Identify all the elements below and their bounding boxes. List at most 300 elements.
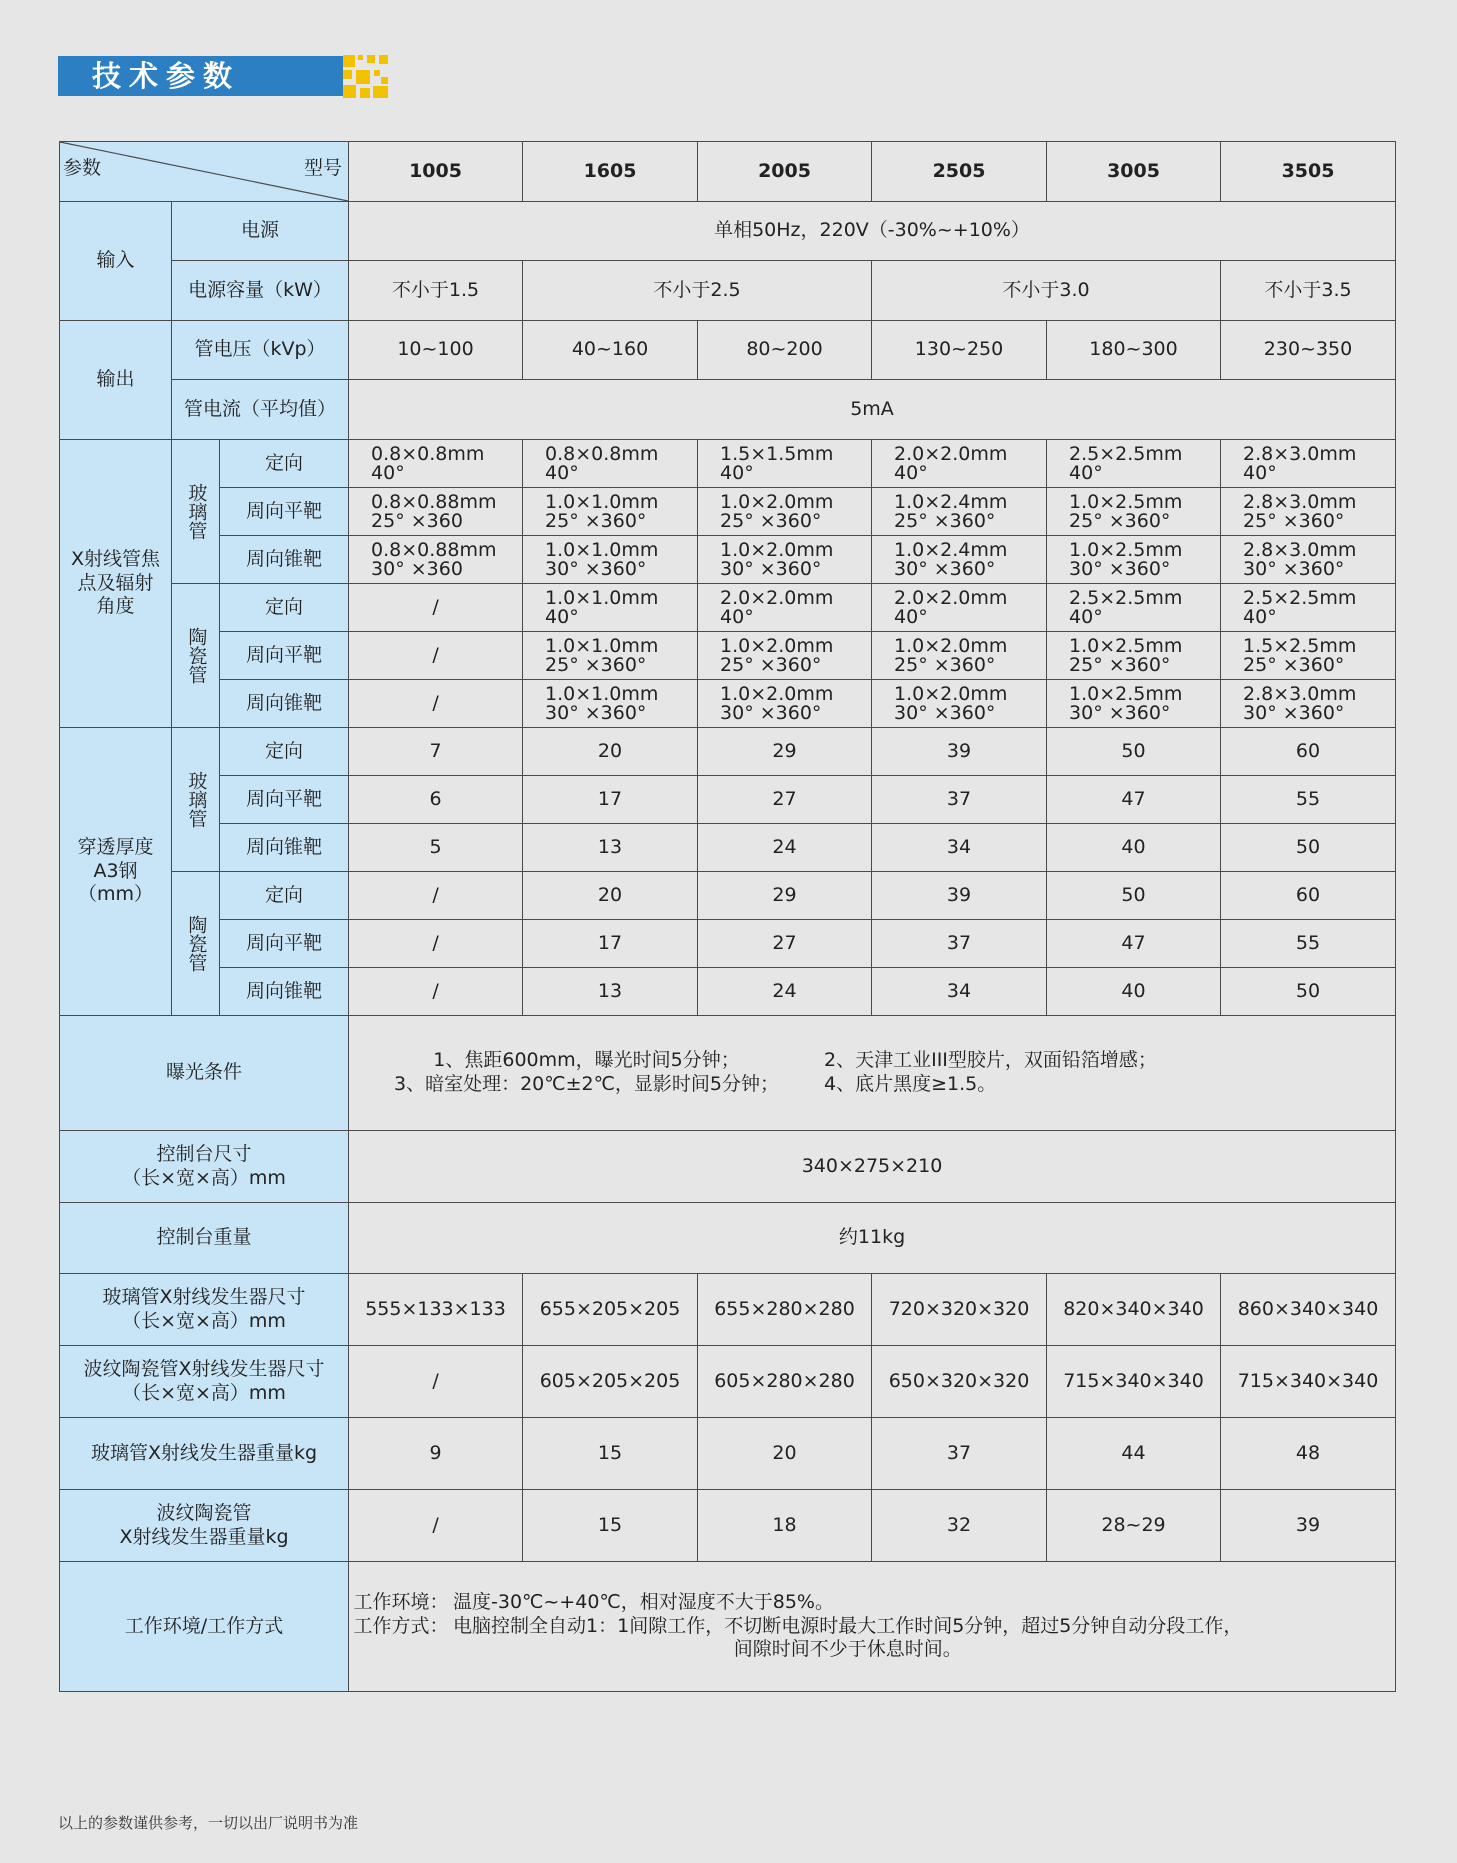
thickness-value: 17 [523, 920, 698, 968]
focus-size: 1.0×2.4mm [894, 490, 1008, 513]
glass-gen-weight-value: 48 [1221, 1418, 1396, 1490]
focus-size: 2.8×3.0mm [1243, 682, 1357, 705]
focus-size: 2.0×2.0mm [720, 586, 834, 609]
focus-angle: 30° ×360° [545, 701, 647, 724]
power-label: 电源 [172, 202, 349, 261]
exposure-item: 1、焦距600mm，曝光时间5分钟； [433, 1049, 740, 1072]
capacity-label: 电源容量（kW） [172, 261, 349, 321]
focus-value-cell [698, 584, 872, 632]
focus-angle: 40° [545, 605, 579, 628]
capacity-value: 不小于2.5 [523, 261, 872, 321]
output-group-label: 输出 [60, 321, 172, 440]
input-group-label: 输入 [60, 202, 172, 321]
focus-value-cell [349, 536, 523, 584]
thickness-value: / [349, 920, 523, 968]
focus-size: 2.8×3.0mm [1243, 442, 1357, 465]
focus-size: 0.8×0.88mm [371, 538, 497, 561]
focus-value-cell [872, 680, 1047, 728]
ceramic-gen-weight-value: 18 [698, 1490, 872, 1562]
focus-value-cell [1221, 632, 1396, 680]
focus-value [1047, 682, 1220, 724]
focus-size: 0.8×0.8mm [545, 442, 659, 465]
thickness-mode-label: 周向锥靶 [220, 968, 349, 1016]
focus-value [1221, 682, 1395, 724]
focus-value [1047, 538, 1220, 580]
thickness-value: / [349, 872, 523, 920]
label-line: A3钢 [93, 859, 138, 882]
focus-size: 1.5×1.5mm [720, 442, 834, 465]
glass-gen-weight-value: 15 [523, 1418, 698, 1490]
thickness-value: 27 [698, 776, 872, 824]
ceramic-gen-size-value: 650×320×320 [872, 1346, 1047, 1418]
focus-value [1047, 634, 1220, 676]
header-row [60, 142, 1396, 202]
focus-size: 1.0×2.0mm [720, 634, 834, 657]
focus-angle: 25° ×360° [894, 509, 996, 532]
focus-section [60, 440, 1396, 728]
focus-angle: 30° ×360° [894, 701, 996, 724]
ceramic-gen-size-value: 715×340×340 [1221, 1346, 1396, 1418]
focus-value-cell [349, 488, 523, 536]
focus-value-cell [698, 632, 872, 680]
thickness-value: 55 [1221, 920, 1396, 968]
focus-angle: 30° ×360° [1069, 557, 1171, 580]
focus-value [349, 490, 522, 532]
focus-value [872, 490, 1046, 532]
focus-angle: 25° ×360° [1069, 509, 1171, 532]
current-label: 管电流（平均值） [172, 380, 349, 440]
thickness-value: 7 [349, 728, 523, 776]
exposure-item: 4、底片黑度≥1.5。 [824, 1073, 997, 1095]
tube-type-label: 玻璃管 [172, 440, 220, 584]
tube-type-label: 陶瓷管 [172, 584, 220, 728]
tube-type-label: 玻璃管 [172, 728, 220, 872]
ceramic-gen-size-label [60, 1346, 349, 1418]
focus-angle: 30° ×360° [720, 701, 822, 724]
focus-angle: 25° ×360° [545, 509, 647, 532]
power-row [60, 202, 1396, 261]
glass-gen-size-label [60, 1274, 349, 1346]
focus-value [523, 634, 697, 676]
focus-value-cell: / [349, 584, 523, 632]
focus-value-cell [698, 488, 872, 536]
label-line: （mm） [77, 883, 154, 906]
focus-value [698, 634, 871, 676]
focus-angle: 40° [1243, 461, 1277, 484]
focus-size: 2.5×2.5mm [1069, 586, 1183, 609]
focus-angle: 25° ×360 [371, 509, 463, 532]
focus-value [1221, 442, 1395, 484]
focus-value-cell [1221, 488, 1396, 536]
focus-value-cell [698, 440, 872, 488]
focus-value-cell [872, 632, 1047, 680]
voltage-value: 230~350 [1221, 321, 1396, 380]
ceramic-gen-size-value: 715×340×340 [1047, 1346, 1221, 1418]
environment-row [60, 1562, 1396, 1692]
focus-value [1047, 586, 1220, 628]
exposure-row [60, 1016, 1396, 1131]
thickness-value: 47 [1047, 776, 1221, 824]
thickness-mode-label: 定向 [220, 728, 349, 776]
glass-gen-weight-label: 玻璃管X射线发生器重量kg [60, 1418, 349, 1490]
focus-value [523, 586, 697, 628]
glass-gen-size-value: 655×280×280 [698, 1274, 872, 1346]
focus-mode-label: 周向平靶 [220, 488, 349, 536]
focus-size: 2.5×2.5mm [1243, 586, 1357, 609]
ceramic-gen-size-value: 605×205×205 [523, 1346, 698, 1418]
console-size-value: 340×275×210 [349, 1131, 1396, 1203]
focus-angle: 30° ×360° [720, 557, 822, 580]
thickness-group-label [60, 728, 172, 1016]
focus-value-cell [1221, 440, 1396, 488]
label-line: 波纹陶瓷管X射线发生器尺寸 [83, 1357, 325, 1380]
focus-size: 1.0×2.0mm [720, 538, 834, 561]
focus-value-cell [1047, 440, 1221, 488]
capacity-row [60, 261, 1396, 321]
focus-size: 1.0×2.5mm [1069, 490, 1183, 513]
focus-value-cell [1047, 632, 1221, 680]
focus-value [1221, 538, 1395, 580]
focus-value [698, 442, 871, 484]
focus-value [523, 538, 697, 580]
thickness-value: 39 [872, 872, 1047, 920]
ceramic-gen-size-row [60, 1346, 1396, 1418]
capacity-value: 不小于1.5 [349, 261, 523, 321]
mode-value [453, 1615, 1242, 1663]
thickness-value: 40 [1047, 968, 1221, 1016]
focus-angle: 40° [1069, 605, 1103, 628]
voltage-row [60, 321, 1396, 380]
focus-value [523, 442, 697, 484]
model-header: 2505 [872, 142, 1047, 202]
glass-gen-size-row [60, 1274, 1396, 1346]
thickness-value: 29 [698, 728, 872, 776]
model-header: 1005 [349, 142, 523, 202]
glass-gen-size-value: 555×133×133 [349, 1274, 523, 1346]
power-value: 单相50Hz，220V（-30%~+10%） [349, 202, 1396, 261]
thickness-value: / [349, 968, 523, 1016]
model-label: 型号 [304, 157, 343, 179]
focus-angle: 25° ×360° [720, 509, 822, 532]
focus-size: 1.0×2.0mm [720, 682, 834, 705]
thickness-value: 20 [523, 728, 698, 776]
ceramic-gen-weight-label [60, 1490, 349, 1562]
focus-value-cell [523, 536, 698, 584]
param-label: 参数 [63, 157, 102, 179]
focus-angle: 40° [371, 461, 405, 484]
focus-row [60, 536, 1396, 584]
glass-gen-weight-row [60, 1418, 1396, 1490]
focus-angle: 25° ×360° [545, 653, 647, 676]
model-header: 3005 [1047, 142, 1221, 202]
thickness-value: 39 [872, 728, 1047, 776]
mode-line: 间隙时间不少于休息时间。 [733, 1638, 962, 1661]
capacity-value: 不小于3.0 [872, 261, 1221, 321]
current-row [60, 380, 1396, 440]
thickness-row [60, 920, 1396, 968]
focus-mode-label: 定向 [220, 440, 349, 488]
env-value: 温度-30℃~+40℃，相对湿度不大于85%。 [453, 1590, 834, 1613]
thickness-row [60, 968, 1396, 1016]
focus-size: 1.0×2.5mm [1069, 538, 1183, 561]
focus-size: 1.0×1.0mm [545, 490, 659, 513]
label-line: 波纹陶瓷管 [156, 1501, 252, 1524]
focus-value-cell [872, 488, 1047, 536]
focus-angle: 30° ×360° [894, 557, 996, 580]
thickness-value: 50 [1221, 824, 1396, 872]
focus-value-cell: / [349, 680, 523, 728]
focus-value-cell [523, 440, 698, 488]
focus-row [60, 584, 1396, 632]
thickness-value: 47 [1047, 920, 1221, 968]
glass-gen-weight-value: 37 [872, 1418, 1047, 1490]
focus-size: 1.0×2.5mm [1069, 634, 1183, 657]
thickness-value: 29 [698, 872, 872, 920]
ceramic-gen-weight-value: 28~29 [1047, 1490, 1221, 1562]
focus-value-cell [523, 488, 698, 536]
thickness-value: 60 [1221, 728, 1396, 776]
current-value: 5mA [349, 380, 1396, 440]
focus-size: 0.8×0.88mm [371, 490, 497, 513]
focus-value [523, 682, 697, 724]
thickness-value: 5 [349, 824, 523, 872]
glass-gen-size-value: 655×205×205 [523, 1274, 698, 1346]
thickness-row [60, 872, 1396, 920]
label-line: 穿透厚度 [77, 835, 154, 858]
mode-key: 工作方式： [353, 1614, 449, 1637]
focus-size: 1.0×2.0mm [894, 682, 1008, 705]
focus-angle: 30° ×360° [1069, 701, 1171, 724]
spec-table [59, 141, 1396, 1692]
focus-size: 1.0×2.4mm [894, 538, 1008, 561]
title-decoration-icon [343, 55, 388, 98]
ceramic-gen-size-value: 605×280×280 [698, 1346, 872, 1418]
tube-type-label: 陶瓷管 [172, 872, 220, 1016]
focus-value-cell [1047, 680, 1221, 728]
focus-mode-label: 周向锥靶 [220, 680, 349, 728]
thickness-mode-label: 周向平靶 [220, 776, 349, 824]
label-line: X射线发生器重量kg [119, 1525, 289, 1548]
glass-gen-size-value: 820×340×340 [1047, 1274, 1221, 1346]
focus-value [872, 538, 1046, 580]
thickness-value: 20 [523, 872, 698, 920]
focus-mode-label: 周向平靶 [220, 632, 349, 680]
focus-value-cell [872, 440, 1047, 488]
focus-row [60, 488, 1396, 536]
focus-size: 1.0×1.0mm [545, 682, 659, 705]
label-line: 玻璃管X射线发生器尺寸 [102, 1285, 306, 1308]
focus-value-cell [1221, 680, 1396, 728]
thickness-mode-label: 定向 [220, 872, 349, 920]
section-title-bar [58, 56, 343, 96]
focus-row [60, 632, 1396, 680]
thickness-value: 60 [1221, 872, 1396, 920]
thickness-value: 13 [523, 824, 698, 872]
thickness-value: 24 [698, 968, 872, 1016]
voltage-value: 10~100 [349, 321, 523, 380]
ceramic-gen-weight-row [60, 1490, 1396, 1562]
ceramic-gen-weight-value: 32 [872, 1490, 1047, 1562]
focus-size: 1.0×1.0mm [545, 538, 659, 561]
focus-value [698, 682, 871, 724]
focus-value-cell [523, 680, 698, 728]
model-header: 3505 [1221, 142, 1396, 202]
thickness-value: 50 [1047, 872, 1221, 920]
focus-value-cell [1047, 584, 1221, 632]
focus-value-cell [1047, 536, 1221, 584]
focus-size: 1.0×2.0mm [720, 490, 834, 513]
capacity-value: 不小于3.5 [1221, 261, 1396, 321]
focus-mode-label: 周向锥靶 [220, 536, 349, 584]
label-line: （长×宽×高）mm [122, 1166, 286, 1189]
ceramic-gen-weight-value: 39 [1221, 1490, 1396, 1562]
focus-size: 2.5×2.5mm [1069, 442, 1183, 465]
focus-size: 2.8×3.0mm [1243, 538, 1357, 561]
glass-gen-weight-value: 9 [349, 1418, 523, 1490]
focus-size: 2.0×2.0mm [894, 586, 1008, 609]
exposure-label: 曝光条件 [60, 1016, 349, 1131]
model-header: 1605 [523, 142, 698, 202]
voltage-label: 管电压（kVp） [172, 321, 349, 380]
focus-value-cell [523, 584, 698, 632]
focus-value [523, 490, 697, 532]
glass-gen-size-value: 860×340×340 [1221, 1274, 1396, 1346]
thickness-value: 50 [1221, 968, 1396, 1016]
exposure-item: 2、天津工业III型胶片，双面铅箔增感； [824, 1049, 1157, 1072]
focus-value-cell [523, 632, 698, 680]
thickness-value: 24 [698, 824, 872, 872]
focus-angle: 30° ×360° [1243, 701, 1345, 724]
mode-line: 电脑控制全自动1：1间隙工作，不切断电源时最大工作时间5分钟，超过5分钟自动分段工作， [453, 1614, 1243, 1637]
header-corner-cell [60, 142, 349, 202]
focus-row [60, 440, 1396, 488]
focus-angle: 30° ×360° [545, 557, 647, 580]
thickness-row [60, 824, 1396, 872]
ceramic-gen-size-value: / [349, 1346, 523, 1418]
focus-angle: 25° ×360° [720, 653, 822, 676]
focus-angle: 40° [894, 461, 928, 484]
thickness-value: 34 [872, 968, 1047, 1016]
focus-value [698, 586, 871, 628]
voltage-value: 130~250 [872, 321, 1047, 380]
ceramic-gen-weight-value: 15 [523, 1490, 698, 1562]
environment-text [349, 1562, 1396, 1692]
voltage-value: 180~300 [1047, 321, 1221, 380]
label-line: 控制台尺寸 [156, 1142, 252, 1165]
focus-value [349, 538, 522, 580]
focus-value-cell [1221, 584, 1396, 632]
focus-value [1221, 490, 1395, 532]
focus-angle: 25° ×360° [894, 653, 996, 676]
glass-gen-size-value: 720×320×320 [872, 1274, 1047, 1346]
focus-value [872, 442, 1046, 484]
focus-size: 1.0×2.5mm [1069, 682, 1183, 705]
console-size-label [60, 1131, 349, 1203]
footnote: 以上的参数谨供参考，一切以出厂说明书为准 [58, 1814, 359, 1832]
focus-value [872, 634, 1046, 676]
model-header: 2005 [698, 142, 872, 202]
focus-value [872, 586, 1046, 628]
thickness-mode-label: 周向锥靶 [220, 824, 349, 872]
focus-angle: 40° [1243, 605, 1277, 628]
thickness-row [60, 776, 1396, 824]
focus-mode-label: 定向 [220, 584, 349, 632]
focus-group-label: X射线管焦点及辐射角度 [60, 440, 172, 728]
focus-angle: 25° ×360° [1069, 653, 1171, 676]
focus-angle: 40° [720, 461, 754, 484]
focus-value [698, 490, 871, 532]
focus-angle: 25° ×360° [1243, 509, 1345, 532]
label-line: （长×宽×高）mm [122, 1309, 286, 1332]
focus-angle: 40° [1069, 461, 1103, 484]
focus-value-cell [1047, 488, 1221, 536]
glass-gen-weight-value: 44 [1047, 1418, 1221, 1490]
thickness-value: 6 [349, 776, 523, 824]
focus-size: 1.5×2.5mm [1243, 634, 1357, 657]
focus-size: 1.0×1.0mm [545, 586, 659, 609]
focus-value-cell [349, 440, 523, 488]
focus-value-cell [872, 584, 1047, 632]
label-line: （长×宽×高）mm [122, 1381, 286, 1404]
console-weight-label: 控制台重量 [60, 1203, 349, 1274]
focus-value [1221, 586, 1395, 628]
focus-angle: 40° [894, 605, 928, 628]
section-title: 技术参数 [92, 59, 241, 93]
focus-value [872, 682, 1046, 724]
focus-angle: 40° [720, 605, 754, 628]
focus-angle: 25° ×360° [1243, 653, 1345, 676]
focus-value [1047, 442, 1220, 484]
thickness-value: 37 [872, 776, 1047, 824]
thickness-value: 55 [1221, 776, 1396, 824]
thickness-mode-label: 周向平靶 [220, 920, 349, 968]
focus-value-cell: / [349, 632, 523, 680]
env-key: 工作环境： [353, 1590, 449, 1613]
focus-size: 2.8×3.0mm [1243, 490, 1357, 513]
voltage-value: 40~160 [523, 321, 698, 380]
thickness-value: 37 [872, 920, 1047, 968]
focus-angle: 40° [545, 461, 579, 484]
focus-value [698, 538, 871, 580]
focus-value [349, 442, 522, 484]
focus-size: 1.0×1.0mm [545, 634, 659, 657]
thickness-section [60, 728, 1396, 1016]
glass-gen-weight-value: 20 [698, 1418, 872, 1490]
thickness-value: 13 [523, 968, 698, 1016]
focus-value-cell [698, 536, 872, 584]
focus-angle: 30° ×360 [371, 557, 463, 580]
thickness-value: 17 [523, 776, 698, 824]
focus-row [60, 680, 1396, 728]
focus-size: 0.8×0.8mm [371, 442, 485, 465]
thickness-value: 34 [872, 824, 1047, 872]
exposure-item: 3、暗室处理：20℃±2℃，显影时间5分钟； [393, 1073, 780, 1095]
focus-size: 1.0×2.0mm [894, 634, 1008, 657]
focus-value-cell [698, 680, 872, 728]
thickness-value: 40 [1047, 824, 1221, 872]
ceramic-gen-weight-value: / [349, 1490, 523, 1562]
focus-value-cell [872, 536, 1047, 584]
focus-value-cell [1221, 536, 1396, 584]
voltage-value: 80~200 [698, 321, 872, 380]
thickness-value: 27 [698, 920, 872, 968]
focus-size: 2.0×2.0mm [894, 442, 1008, 465]
console-weight-row [60, 1203, 1396, 1274]
focus-angle: 30° ×360° [1243, 557, 1345, 580]
thickness-row [60, 728, 1396, 776]
focus-value [1221, 634, 1395, 676]
focus-value [1047, 490, 1220, 532]
